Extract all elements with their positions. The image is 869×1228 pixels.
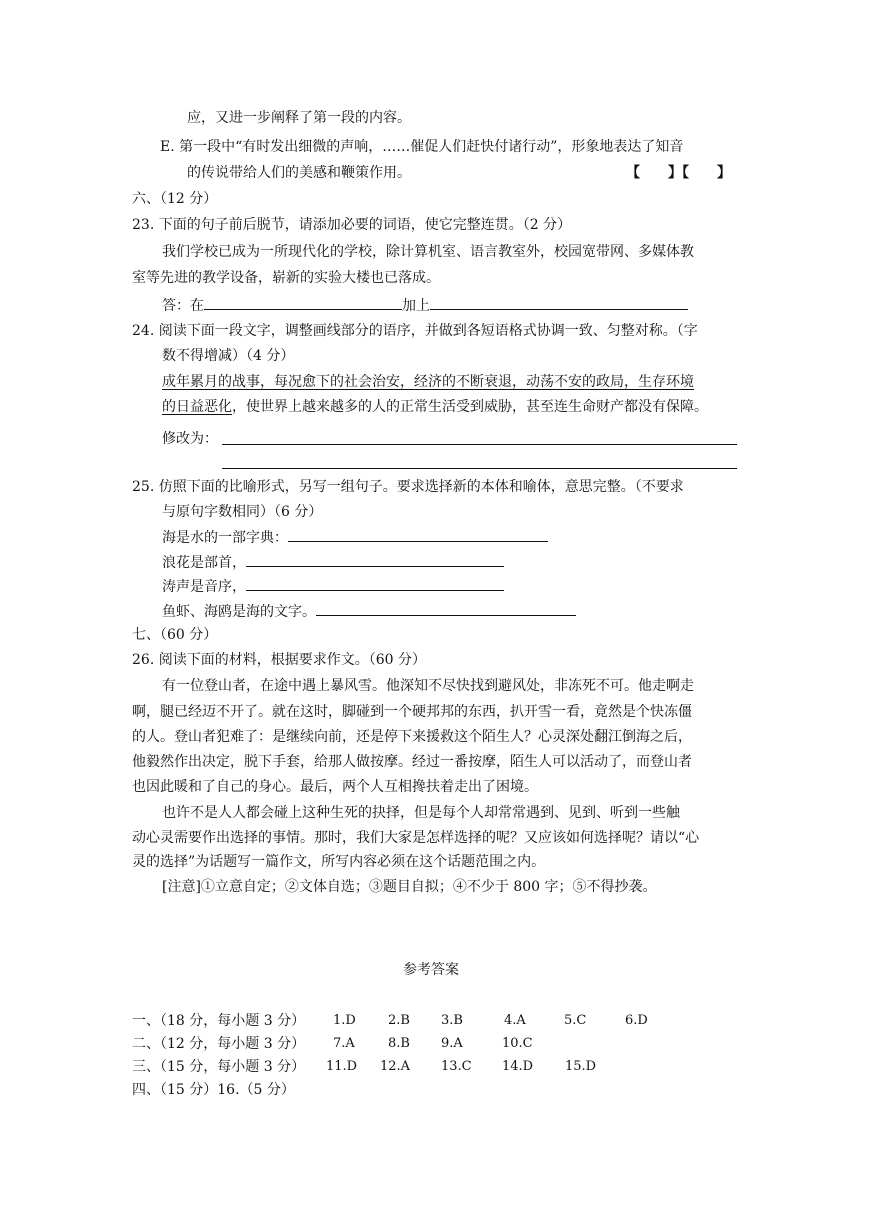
- q25-line-3-text: 涛声是音序，: [162, 579, 246, 595]
- option-e-line2: 的传说带给人们的美感和鞭策作用。: [187, 165, 411, 181]
- q26-note: [注意]①立意自定；②文体自选；③题目自拟；④不少于 800 字；⑤不得抄袭。: [162, 879, 657, 895]
- q26-p1-line3: 的人。登山者犯难了：是继续向前，还是停下来援救这个陌生人？心灵深处翻江倒海之后，: [132, 729, 692, 745]
- answer-item: 14.D: [502, 1059, 534, 1074]
- q23-blank-2[interactable]: [430, 295, 688, 310]
- answer-item: 11.D: [326, 1059, 358, 1074]
- q23-text-line2: 室等先进的教学设备，崭新的实验大楼也已落成。: [132, 270, 440, 286]
- q26-p1-line1: 有一位登山者，在途中遇上暴风雪。他深知不尽快找到避风处，非冻死不可。他走啊走: [162, 678, 694, 694]
- q23-answer-line: [162, 295, 688, 316]
- q25-blank-3[interactable]: [246, 576, 504, 591]
- q24-underlined-line1: 成年累月的战事，每况愈下的社会治安，经济的不断衰退，动荡不安的政局，生存环境: [162, 374, 694, 390]
- q23-answer-mid: 加上: [402, 298, 430, 314]
- answer-item: 9.A: [441, 1036, 463, 1051]
- answers-title: 参考答案: [403, 962, 459, 978]
- q25-blank-1[interactable]: [288, 527, 548, 542]
- q25-blank-4[interactable]: [316, 601, 576, 616]
- q23-blank-1[interactable]: [204, 295, 402, 310]
- answers-row-2-label: 二、（12 分，每小题 3 分）: [132, 1036, 306, 1052]
- q26-p2-line1: 也许不是人人都会碰上这种生死的抉择，但是每个人却常常遇到、见到、听到一些触: [162, 805, 680, 821]
- q25-line-4-text: 鱼虾、海鸥是海的文字。: [162, 604, 316, 620]
- q25-stem-line1: 25. 仿照下面的比喻形式，另写一组句子。要求选择新的本体和喻体，意思完整。（不要求: [132, 479, 684, 495]
- q25-line-4: [162, 601, 576, 622]
- answer-item: 15.D: [565, 1059, 597, 1074]
- q26-p2-line3: 灵的选择”为话题写一篇作文，所写内容必须在这个话题范围之内。: [132, 854, 546, 870]
- answer-item: 3.B: [441, 1013, 463, 1028]
- answer-item: 6.D: [625, 1013, 648, 1028]
- answer-item: 2.B: [388, 1013, 410, 1028]
- q26-p1-line2: 啊，腿已经迈不开了。就在这时，脚碰到一个硬邦邦的东西，扒开雪一看，竟然是个快冻僵: [132, 704, 692, 720]
- q24-text-line2: [162, 397, 708, 417]
- q23-text-line1: 我们学校已成为一所现代化的学校，除计算机室、语言教室外，校园宽带网、多媒体教: [162, 244, 694, 260]
- q25-blank-2[interactable]: [246, 552, 504, 567]
- answer-item: 8.B: [388, 1036, 410, 1051]
- answer-item: 12.A: [380, 1059, 411, 1074]
- answers-row-3-label: 三、（15 分，每小题 3 分）: [132, 1059, 306, 1075]
- q23-stem: 23. 下面的句子前后脱节，请添加必要的词语，使它完整连贯。（2 分）: [132, 217, 572, 233]
- q24-answer-rule-1[interactable]: [222, 444, 737, 445]
- q25-line-1-text: 海是水的一部字典：: [162, 530, 288, 546]
- q26-p1-line5: 也因此暖和了自己的身心。最后，两个人互相搀扶着走出了困境。: [132, 779, 538, 795]
- section-6-heading: 六、（12 分）: [132, 191, 218, 207]
- q25-stem-line2: 与原句字数相同）（6 分）: [162, 504, 323, 520]
- answer-item: 1.D: [333, 1013, 356, 1028]
- q23-answer-prefix: 答：在: [162, 298, 204, 314]
- q26-p2-line2: 动心灵需要作出选择的事情。那时，我们大家是怎样选择的呢？又应该如何选择呢？请以“心: [132, 830, 700, 846]
- answer-brackets: 【 】【 】: [626, 165, 731, 181]
- q24-stem-line2: 数不得增减）（4 分）: [162, 348, 295, 364]
- q25-line-2: [162, 552, 504, 573]
- q24-text-rest: ，使世界上越来越多的人的正常生活受到威胁，甚至连生命财产都没有保障。: [232, 399, 708, 415]
- option-d-continuation: 应，又进一步阐释了第一段的内容。: [187, 110, 411, 126]
- q25-line-1: [162, 527, 548, 548]
- q26-stem: 26. 阅读下面的材料，根据要求作文。（60 分）: [132, 652, 426, 668]
- q24-underlined-line2: 的日益恶化: [162, 399, 232, 415]
- option-e-line1: E. 第一段中“有时发出细微的声响，……催促人们赶快付诸行动”，形象地表达了知音: [160, 139, 684, 155]
- q24-revise-label: 修改为：: [162, 431, 218, 447]
- answers-row-4: 四、（15 分）16.（5 分）: [132, 1082, 295, 1098]
- q24-answer-rule-2[interactable]: [222, 468, 737, 469]
- q26-p1-line4: 他毅然作出决定，脱下手套，给那人做按摩。经过一番按摩，陌生人可以活动了，而登山者: [132, 754, 692, 770]
- answer-item: 13.C: [441, 1059, 472, 1074]
- answer-item: 7.A: [333, 1036, 355, 1051]
- answer-item: 5.C: [564, 1013, 587, 1028]
- answer-item: 4.A: [504, 1013, 526, 1028]
- section-7-heading: 七、（60 分）: [132, 627, 218, 643]
- q25-line-2-text: 浪花是部首，: [162, 555, 246, 571]
- q25-line-3: [162, 576, 504, 597]
- answer-item: 10.C: [502, 1036, 533, 1051]
- answers-row-1-label: 一、（18 分，每小题 3 分）: [132, 1013, 306, 1029]
- q24-stem-line1: 24. 阅读下面一段文字，调整画线部分的语序，并做到各短语格式协调一致、匀整对称。（字: [132, 323, 698, 339]
